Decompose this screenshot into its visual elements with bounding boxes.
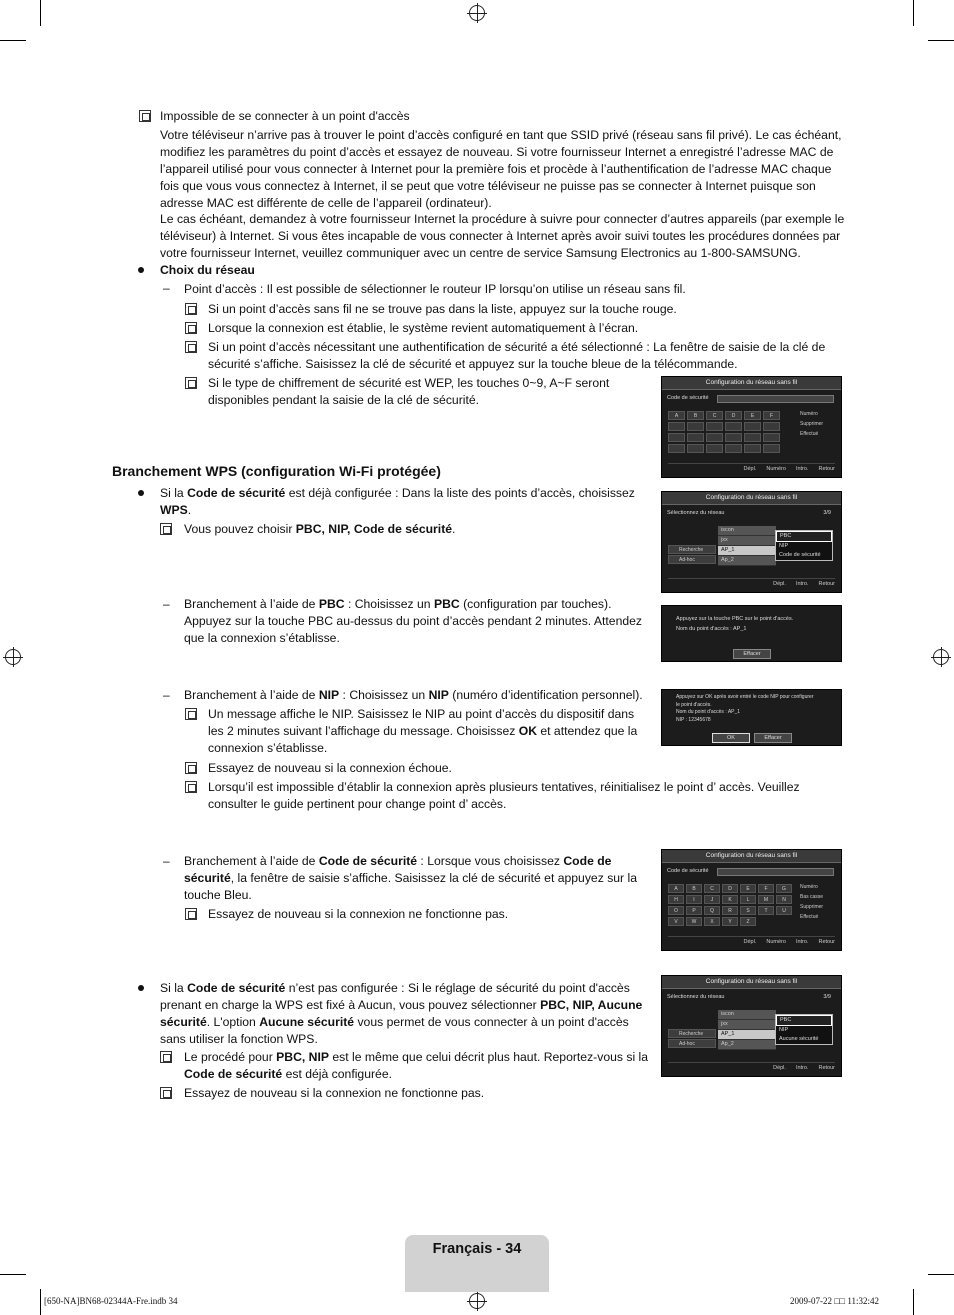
note-text: Essayez de nouveau si la connexion échoue. <box>208 761 452 775</box>
key[interactable]: X <box>704 917 720 926</box>
note-text: Si le type de chiffrement de sécurité est WEP, les touches 0~9, A~F seront disponibles pendant la saisie de la clé de sécurité. <box>208 376 610 407</box>
key[interactable]: U <box>776 906 792 915</box>
bullet-icon <box>138 985 144 991</box>
tv-screen-security-key <box>661 376 842 478</box>
key[interactable]: E <box>740 884 756 893</box>
list-item: Branchement à l’aide de Code de sécurité : Lorsque vous choisissez Code de sécurité, la fenêtre de saisie s’affiche. Saisissez la clé de sécurité et appuyez sur la touche Bleu. <box>184 854 637 902</box>
network-item[interactable]: iscon <box>718 526 776 536</box>
note-icon <box>185 908 197 920</box>
side-option: Effectué <box>800 914 819 920</box>
page-indicator: 3/9 <box>823 994 831 1000</box>
note-text: Si un point d’accès nécessitant une authentification de sécurité a été sélectionné : La fenêtre de saisie de la clé de sécurité s’affiche. Saisissez la clé de sécurité et appuyez sur la touche bleue de la télécommande. <box>208 340 826 371</box>
dash-marker: – <box>163 688 170 702</box>
screen-title: Configuration du réseau sans fil <box>662 377 841 390</box>
code-label: Code de sécurité <box>667 868 709 874</box>
footer-hint: Retour <box>818 1065 835 1071</box>
popup-option[interactable]: Code de sécurité <box>779 552 821 558</box>
tv-screen-nip <box>661 689 842 746</box>
search-button[interactable]: Recherche <box>668 1029 716 1038</box>
registration-mark-icon <box>933 649 949 665</box>
note-icon <box>160 523 172 535</box>
popup-option[interactable]: PBC <box>776 1015 832 1026</box>
list-item: Point d’accès : Il est possible de sélectionner le routeur IP lorsqu’on utilise un réseau sans fil. <box>184 282 686 296</box>
note-icon <box>185 322 197 334</box>
screen-footer <box>668 463 835 474</box>
key[interactable]: F <box>758 884 774 893</box>
key-empty <box>763 433 780 442</box>
key-empty <box>763 444 780 453</box>
dash-marker: – <box>163 597 170 611</box>
key[interactable]: O <box>668 906 684 915</box>
key-empty <box>687 422 704 431</box>
print-slug-date: 2009-07-22 □□ 11:32:42 <box>790 1296 880 1306</box>
footer-hint: Numéro <box>766 939 786 945</box>
key[interactable]: D <box>725 411 742 420</box>
key-empty <box>744 444 761 453</box>
note-icon <box>185 377 197 389</box>
key-empty <box>668 444 685 453</box>
key[interactable]: G <box>776 884 792 893</box>
crop-mark <box>913 0 914 26</box>
footer-hint: Retour <box>818 939 835 945</box>
crop-mark <box>0 1274 26 1275</box>
key[interactable]: S <box>740 906 756 915</box>
footer-hint: Retour <box>818 581 835 587</box>
note-icon <box>185 341 197 353</box>
nip-message <box>676 694 841 724</box>
registration-mark-icon <box>469 5 485 21</box>
bullet-text: Si la Code de sécurité n’est pas configurée : Si le réglage de sécurité du point d'accès prenant en charge la WPS est fixé à Aucun, vous pouvez sélectionner PBC, NIP, Aucune sécurité. L'option Aucune sécurité vous permet de vous connecter à un point d'accès sans utiliser la fonction WPS. <box>160 981 643 1046</box>
footer-hint: Dépl. <box>773 581 786 587</box>
tv-screen-network-list-2 <box>661 975 842 1077</box>
note-text: Le procédé pour PBC, NIP est le même que celui décrit plus haut. Reportez-vous si la Code de sécurité est déjà configurée. <box>184 1050 649 1081</box>
popup-option[interactable]: NIP <box>779 543 789 549</box>
note-text: Essayez de nouveau si la connexion ne fonctionne pas. <box>184 1086 485 1100</box>
footer-hint: Retour <box>818 466 835 472</box>
key[interactable]: P <box>686 906 702 915</box>
key-empty <box>668 422 685 431</box>
wps-method-popup <box>775 530 833 561</box>
screen-footer <box>668 1062 835 1073</box>
tv-screen-security-key-alpha <box>661 849 842 951</box>
screen-title: Configuration du réseau sans fil <box>662 976 841 989</box>
key-empty <box>744 433 761 442</box>
key[interactable]: C <box>706 411 723 420</box>
network-list <box>718 526 776 566</box>
select-label: Sélectionnez du réseau <box>667 994 725 1000</box>
keypad <box>668 884 792 926</box>
popup-option[interactable]: NIP <box>779 1027 789 1033</box>
key-empty <box>706 444 723 453</box>
side-option: Numéro <box>800 411 818 417</box>
tv-screen-network-list <box>661 491 842 593</box>
key-empty <box>725 444 742 453</box>
footer-hint: Intro. <box>795 939 809 945</box>
crop-mark <box>40 0 41 26</box>
crop-mark <box>928 1274 954 1275</box>
key[interactable]: E <box>744 411 761 420</box>
pbc-message <box>676 614 793 634</box>
section-heading: Branchement WPS (configuration Wi-Fi protégée) <box>112 463 441 479</box>
key-empty <box>668 433 685 442</box>
key[interactable]: A <box>668 884 684 893</box>
side-options <box>800 882 823 922</box>
note-icon <box>160 1051 172 1063</box>
side-options <box>800 409 823 439</box>
message-line: Appuyez sur OK après avoir entré le code NIP pour configurer <box>676 694 814 700</box>
key[interactable]: F <box>763 411 780 420</box>
key[interactable]: N <box>776 895 792 904</box>
crop-mark <box>913 1289 914 1315</box>
dash-marker: – <box>163 854 170 868</box>
crop-mark <box>40 1289 41 1315</box>
keypad <box>668 411 780 453</box>
registration-mark-icon <box>469 1293 485 1309</box>
message-line: NIP : 12345678 <box>676 716 711 723</box>
key[interactable]: A <box>668 411 685 420</box>
note-text: Si un point d’accès sans fil ne se trouve pas dans la liste, appuyez sur la touche rouge. <box>208 302 677 316</box>
note-text: Essayez de nouveau si la connexion ne fonctionne pas. <box>208 907 509 921</box>
key-empty <box>763 422 780 431</box>
note-text: Vous pouvez choisir PBC, NIP, Code de sécurité. <box>184 522 456 536</box>
network-item[interactable]: iscon <box>718 1010 776 1020</box>
network-list <box>718 1010 776 1050</box>
key-empty <box>706 422 723 431</box>
footer-hint: Intro. <box>795 1065 809 1071</box>
key[interactable]: L <box>740 895 756 904</box>
cancel-button[interactable]: Effacer <box>733 649 771 659</box>
list-item: Branchement à l’aide de PBC : Choisissez un PBC (configuration par touches). Appuyez sur la touche PBC au-dessus du point d’accès pendant 2 minutes. Attendez que la connexion s’établisse. <box>184 597 642 645</box>
message-line: le point d'accès. <box>676 701 712 708</box>
footer-hint: Dépl. <box>743 939 757 945</box>
key[interactable]: H <box>668 895 684 904</box>
screen-footer <box>668 578 835 589</box>
adhoc-button[interactable]: Ad-hoc <box>668 555 716 564</box>
dash-marker: – <box>163 281 170 295</box>
message-line: Nom du point d'accès : AP_1 <box>676 626 747 632</box>
note-icon <box>185 303 197 315</box>
key[interactable]: Y <box>722 917 738 926</box>
note-text: Lorsque la connexion est établie, le système revient automatiquement à l’écran. <box>208 321 639 335</box>
security-key-input[interactable] <box>717 868 834 876</box>
wps-method-popup <box>775 1014 833 1045</box>
note-text: Un message affiche le NIP. Saisissez le NIP au point d’accès du dispositif dans les 2 minutes suivant l’affichage du message. Choisissez OK et attendez que la connexion s’établisse. <box>208 707 638 755</box>
key[interactable]: M <box>758 895 774 904</box>
key[interactable]: B <box>687 411 704 420</box>
side-option: Effectué <box>800 431 819 437</box>
tv-screen-pbc <box>661 605 842 662</box>
note-title: Impossible de se connecter à un point d'accès <box>160 109 410 123</box>
crop-mark <box>0 40 26 41</box>
network-item[interactable]: Ap_2 <box>718 1040 776 1050</box>
footer-hint: Numéro <box>766 466 786 472</box>
key-empty <box>725 422 742 431</box>
security-key-input[interactable] <box>717 395 834 403</box>
note-icon <box>185 781 197 793</box>
note-icon <box>185 708 197 720</box>
bullet-icon <box>138 267 144 273</box>
network-item[interactable]: jxx <box>718 536 776 546</box>
footer-hint: Intro. <box>795 466 809 472</box>
footer-hint: Dépl. <box>773 1065 786 1071</box>
key[interactable]: T <box>758 906 774 915</box>
key-empty <box>706 433 723 442</box>
network-item[interactable]: jxx <box>718 1020 776 1030</box>
message-line: Appuyez sur la touche PBC sur le point d'accès. <box>676 616 794 622</box>
key-empty <box>744 422 761 431</box>
network-item[interactable]: AP_1 <box>718 546 776 556</box>
select-label: Sélectionnez du réseau <box>667 510 725 516</box>
network-item[interactable]: Ap_2 <box>718 556 776 566</box>
footer-hint: Intro. <box>795 581 809 587</box>
key[interactable]: D <box>722 884 738 893</box>
bullet-text: Si la Code de sécurité est déjà configurée : Dans la liste des points d’accès, choisissez WPS. <box>160 486 635 517</box>
key[interactable]: C <box>704 884 720 893</box>
page-indicator: 3/9 <box>823 510 831 516</box>
screen-title: Configuration du réseau sans fil <box>662 850 841 863</box>
note-paragraph: Le cas échéant, demandez à votre fournisseur Internet la procédure à suivre pour connecter d’autres appareils (par exemple le téléviseur) à Internet. Si vous êtes incapable de vous connecter à Internet après avoir suivi toutes les procédures données par votre fournisseur Internet, veuillez communiquer avec un centre de service Samsung Electronics au 1-800-SAMSUNG. <box>160 212 845 260</box>
note-paragraph: Votre téléviseur n’arrive pas à trouver le point d’accès configuré en tant que SSID privé (réseau sans fil privé). Le cas échéant, modifiez les paramètres du point d’accès et essayez de nouveau. Si votre fournisseur Internet a enregistré l’adresse MAC de l’appareil utilisé pour vous connecter à Internet pour la première fois et procède à l’authentification de l’adresse MAC chaque fois que vous vous connectez à Internet, il se peut que votre téléviseur ne puisse pas se connecter à Internet puisque son adresse MAC est différente de celle de l’appareil (ordinateur). <box>160 128 842 210</box>
cancel-button[interactable]: Effacer <box>754 733 792 743</box>
network-item[interactable]: AP_1 <box>718 1030 776 1040</box>
side-option: Bas casse <box>800 894 824 900</box>
key[interactable]: B <box>686 884 702 893</box>
note-icon <box>185 762 197 774</box>
code-label: Code de sécurité <box>667 395 709 401</box>
key-empty <box>687 433 704 442</box>
key[interactable]: W <box>686 917 702 926</box>
search-button[interactable]: Recherche <box>668 545 716 554</box>
bullet-icon <box>138 490 144 496</box>
side-option: Supprimer <box>800 421 824 427</box>
key[interactable]: R <box>722 906 738 915</box>
note-icon <box>160 1087 172 1099</box>
list-item: Branchement à l’aide de NIP : Choisissez un NIP (numéro d’identification personnel). <box>184 688 643 702</box>
popup-option[interactable]: Aucune sécurité <box>779 1036 819 1042</box>
adhoc-button[interactable]: Ad-hoc <box>668 1039 716 1048</box>
key[interactable]: Q <box>704 906 720 915</box>
popup-option[interactable]: PBC <box>776 531 832 542</box>
crop-mark <box>928 40 954 41</box>
footer-hint: Dépl. <box>743 466 757 472</box>
ok-button[interactable]: OK <box>712 733 750 743</box>
screen-footer <box>668 936 835 947</box>
message-line: Nom du point d'accès : AP_1 <box>676 709 741 715</box>
key[interactable]: V <box>668 917 684 926</box>
key-empty <box>725 433 742 442</box>
key[interactable]: J <box>704 895 720 904</box>
section-heading: Choix du réseau <box>160 263 255 277</box>
side-option: Supprimer <box>800 904 824 910</box>
side-option: Numéro <box>800 884 818 890</box>
key-empty <box>687 444 704 453</box>
key[interactable]: K <box>722 895 738 904</box>
key[interactable]: I <box>686 895 702 904</box>
registration-mark-icon <box>5 649 21 665</box>
key[interactable]: Z <box>740 917 756 926</box>
note-icon <box>139 110 151 122</box>
page-number: Français - 34 <box>432 1241 522 1257</box>
note-text: Lorsqu’il est impossible d’établir la connexion après plusieurs tentatives, réinitialisez le point d’ accès. Veuillez consulter le guide pertinent pour change point d’ accès. <box>208 780 800 811</box>
print-slug-file: [650-NA]BN68-02344A-Fre.indb 34 <box>44 1296 178 1306</box>
screen-title: Configuration du réseau sans fil <box>662 492 841 505</box>
